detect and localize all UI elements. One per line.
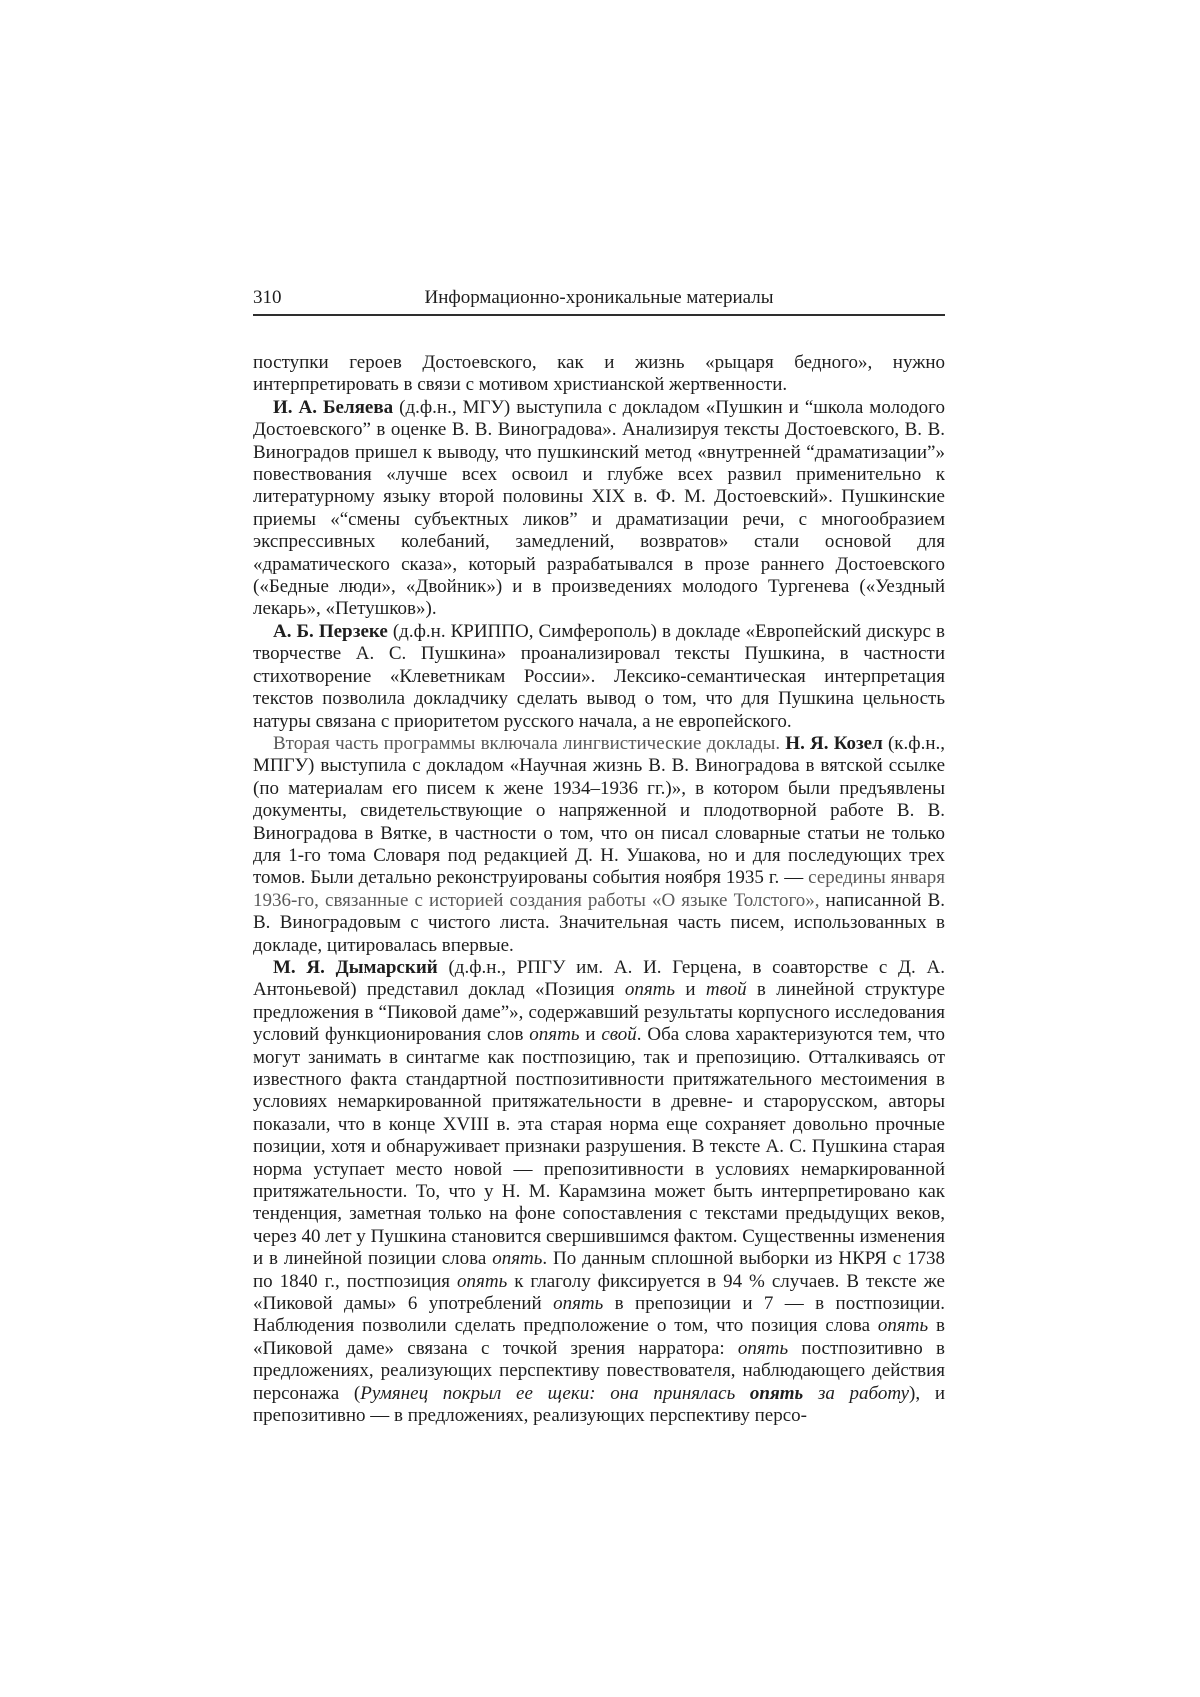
speaker-name: М. Я. Дымарский (273, 956, 438, 978)
text-column (253, 286, 945, 1428)
text-run: в линейной структуре предложения в “Пиковой даме”», содержавший результаты корпусного исследования условий функционирования слов (253, 979, 945, 1046)
text-run: Вторая часть программы включала лингвистические доклады. (273, 732, 786, 754)
text-run: и (675, 979, 706, 1001)
text-run: . Оба слова характеризуются тем, что могут занимать в синтагме как постпозицию, так и препозицию. Отталкиваясь от известного факта стандартной постпозитивности притяжательного местоимения в условиях немаркированной притяжательности в древне- и старорусском, авторы показали, что в конце XVIII в. эта старая норма еще сохраняет довольно прочные позиции, хотя и обнаруживает признаки разрушения. В тексте А. С. Пушкина старая норма уступает место новой — препозитивности в условиях немаркированной притяжательности. То, что у Н. М. Карамзина может быть интерпретировано как тенденция, заметная только на фоне сопоставления с текстами предыдущих веков, через 40 лет у Пушкина становится свершившимся фактом. Существенны изменения и в линейной позиции слова (253, 1024, 946, 1270)
text-run: . По данным сплошной выборки из НКРЯ с 1738 по 1840 г., постпозиция (253, 1248, 946, 1292)
text-run: (д.ф.н., МГУ) выступила с докладом «Пушкин и “школа молодого Достоевского” в оценке В. В. Виноградова». Анализируя тексты Достоевского, В. В. Виноградов пришел к выводу, что пушкинский метод «внутренней “драматизации”» повествования «лучше всех освоил и глубже всех развил применительно к литературному языку второй половины XIX в. Ф. М. Достоевский». Пушкинские приемы «“смены субъектных ликов” и драматизации речи, с многообразием экспрессивных колебаний, замедлений, возвратов» стали основой для «драматического сказа», который разрабатывался в прозе раннего Достоевского («Бедные люди», «Двойник») и в произведениях молодого Тургенева («Уездный лекарь», «Петушков»). (253, 396, 946, 620)
text-run: в препозиции и 7 — в постпозиции. Наблюдения позволили сделать предположение о том, что позиция слова (253, 1293, 946, 1337)
text-run: опять (492, 1248, 543, 1270)
text-run: свой (601, 1024, 637, 1046)
page-number: 310 (253, 287, 282, 308)
text-run: Румянец покрыл ее щеки: она принялась (360, 1382, 750, 1404)
text-run: (д.ф.н. КРИППО, Симферополь) в докладе «Европейский дискурс в творчестве А. С. Пушкина» проанализировал тексты Пушкина, в частности стихотворение «Клеветникам России». Лексико-семантическая интерпретация текстов позволила докладчику сделать вывод о том, что для Пушкина цельность натуры связана с приоритетом русского начала, а не европейского. (253, 620, 945, 732)
header-rule (253, 314, 945, 316)
text-run: к глаголу фиксируется в 94 % случаев. В тексте же «Пиковой дамы» 6 употреблений (253, 1270, 945, 1315)
running-title: Информационно-хроникальные материалы (424, 287, 774, 308)
text-run: опять (457, 1270, 508, 1292)
paragraph (253, 352, 945, 397)
paragraph (253, 733, 945, 957)
text-run: в «Пиковой даме» связана с точкой зрения нарратора: (253, 1315, 945, 1359)
text-run: середины января 1936-го, связанные с историей создания работы «О языке Толстого», (253, 867, 945, 911)
running-header (253, 286, 945, 312)
speaker-name: Н. Я. Козел (785, 732, 883, 754)
text-run: за работу (803, 1382, 910, 1404)
text-run: опять (749, 1382, 804, 1404)
body-text (253, 352, 945, 1428)
text-run: опять (737, 1337, 789, 1359)
text-run: опять (877, 1315, 929, 1337)
text-run: твой (705, 979, 747, 1001)
text-run: поступки героев Достоевского, как и жизнь «рыцаря бедного», нужно интерпретировать в связи с мотивом христианской жертвенности. (253, 352, 945, 396)
paragraph (253, 397, 945, 621)
text-run: опять (529, 1024, 580, 1046)
text-run: и (579, 1024, 602, 1046)
speaker-name: А. Б. Перзеке (273, 620, 388, 642)
text-run: (д.ф.н., РПГУ им. А. И. Герцена, в соавторстве с Д. А. Антоньевой) представил доклад «Позиция (253, 956, 945, 1001)
paragraph (253, 957, 945, 1428)
text-run: опять (624, 979, 676, 1001)
speaker-name: И. А. Беляева (273, 396, 394, 418)
text-run: ), и препозитивно — в предложениях, реализующих перспективу персо- (253, 1382, 945, 1427)
text-run: опять (553, 1293, 604, 1315)
text-run: (к.ф.н., МПГУ) выступила с докладом «Научная жизнь В. В. Виноградова в вятской ссылке (по материалам его писем к жене 1934–1936 гг.)», в котором были предъявлены документы, свидетельствующие о напряженной и плодотворной работе В. В. Виноградова в Вятке, в частности о том, что он писал словарные статьи не только для 1-го тома Словаря под редакцией Д. Н. Ушакова, но и для последующих трех томов. Были детально реконструированы события ноября 1935 г. — (253, 732, 946, 889)
paragraph (253, 621, 945, 733)
text-run: написанной В. В. Виноградовым с чистого листа. Значительная часть писем, использованных в докладе, цитировалась впервые. (253, 889, 945, 956)
text-run: постпозитивно в предложениях, реализующих перспективу повествователя, наблюдающего действия персонажа ( (253, 1337, 945, 1404)
